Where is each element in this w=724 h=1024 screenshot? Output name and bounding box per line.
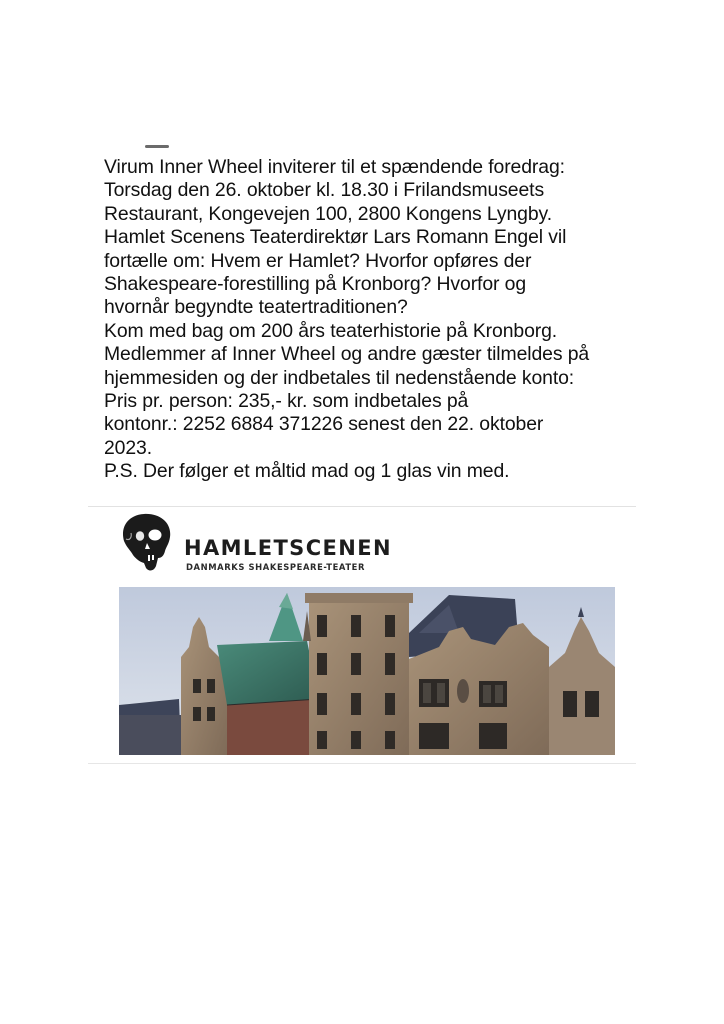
invitation-line: hvornår begyndte teatertraditionen? <box>104 296 408 319</box>
invitation-line: Torsdag den 26. oktober kl. 18.30 i Frilandsmuseets <box>104 179 545 202</box>
invitation-line: kontonr.: 2252 6884 371226 senest den 22. oktober <box>104 413 544 436</box>
invitation-line: Pris pr. person: 235,- kr. som indbetales på <box>104 390 469 413</box>
invitation-line: Restaurant, Kongevejen 100, 2800 Kongens Lyngby. <box>104 202 552 225</box>
hamletscenen-banner <box>88 506 636 764</box>
invitation-line: Kom med bag om 200 års teaterhistorie på Kronborg. <box>104 319 558 342</box>
invitation-line: Hamlet Scenens Teaterdirektør Lars Romann Engel vil <box>104 226 567 249</box>
top-mark <box>145 145 169 148</box>
invitation-text <box>104 156 644 484</box>
invitation-line: P.S. Der følger et måltid mad og 1 glas vin med. <box>104 460 510 483</box>
invitation-line: Virum Inner Wheel inviterer til et spændende foredrag: <box>104 156 565 178</box>
invitation-line: hjemmesiden og der indbetales til nedenstående konto: <box>104 366 575 389</box>
brand-tagline: DANMARKS SHAKESPEARE-TEATER <box>186 562 366 572</box>
invitation-line: Medlemmer af Inner Wheel og andre gæster tilmeldes på <box>104 343 590 366</box>
brand-name: HAMLETSCENEN <box>184 536 392 560</box>
kronborg-castle-photo <box>119 587 615 755</box>
skull-icon <box>118 511 180 573</box>
invitation-line: Shakespeare-forestilling på Kronborg? Hvorfor og <box>104 273 527 296</box>
invitation-line: fortælle om: Hvem er Hamlet? Hvorfor opføres der <box>104 249 532 272</box>
invitation-line: 2023. <box>104 436 153 459</box>
